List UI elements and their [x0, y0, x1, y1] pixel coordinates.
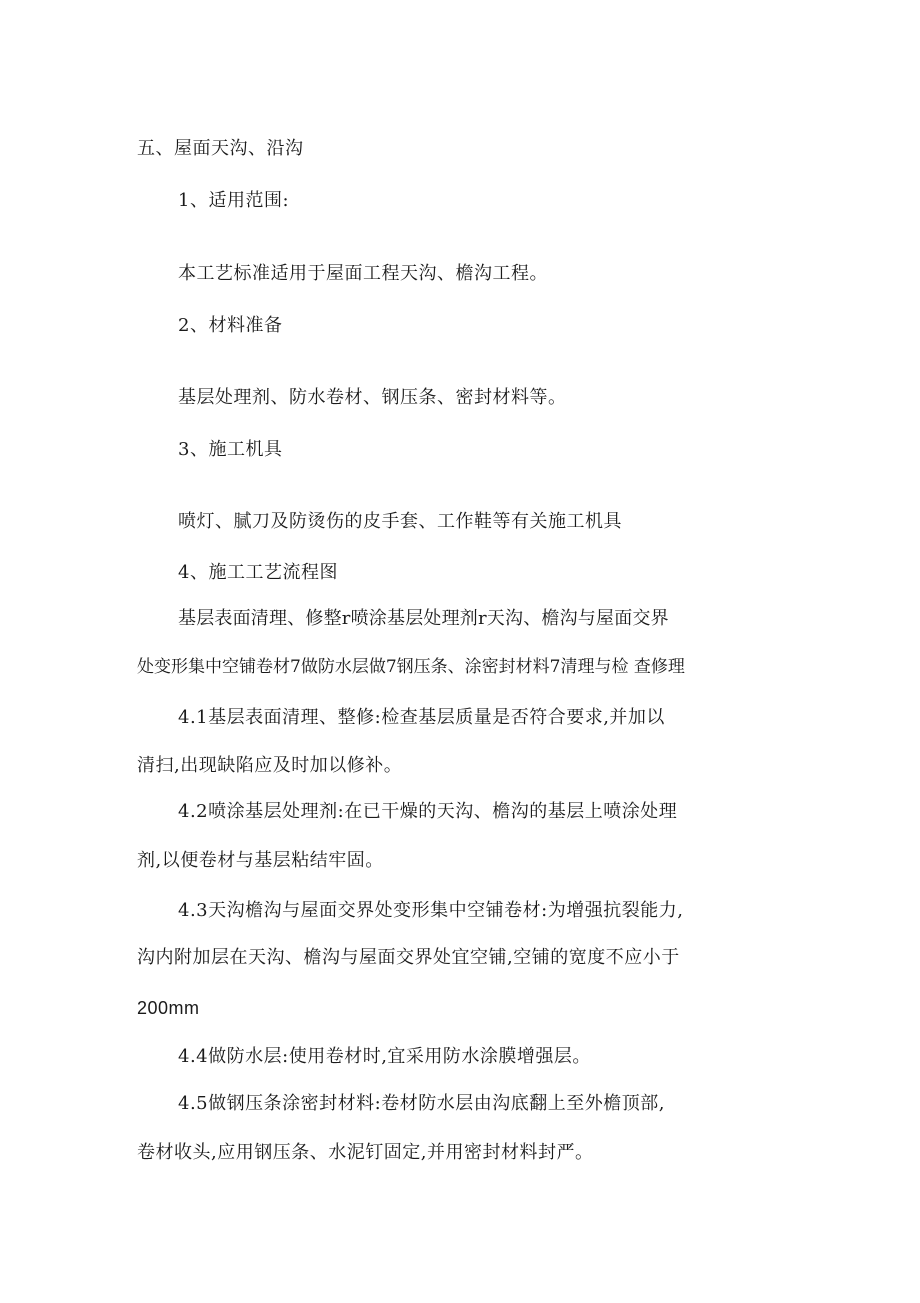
p41-line-2: 清扫,出现缺陷应及时加以修补。: [137, 755, 403, 776]
s1-text: 本工艺标准适用于屋面工程天沟、檐沟工程。: [178, 263, 548, 284]
s2-heading: 2、材料准备: [178, 315, 283, 336]
s3-heading: 3、施工机具: [178, 439, 283, 460]
s3-text: 喷灯、腻刀及防烫伤的皮手套、工作鞋等有关施工机具: [178, 511, 622, 532]
p45-line-1: 4.5做钢压条涂密封材料:卷材防水层由沟底翻上至外檐顶部,: [178, 1093, 665, 1114]
p43-line-2: 沟内附加层在天沟、檐沟与屋面交界处宜空铺,空铺的宽度不应小于: [137, 947, 680, 968]
flow-line-2: 处变形集中空铺卷材7做防水层做7钢压条、涂密封材料7清理与检 查修理: [137, 657, 685, 677]
flow-line-1: 基层表面清理、修整r喷涂基层处理剂r天沟、檐沟与屋面交界: [178, 608, 669, 629]
s1-heading: 1、适用范围:: [178, 190, 290, 211]
p45-line-2: 卷材收头,应用钢压条、水泥钉固定,并用密封材料封严。: [137, 1142, 594, 1163]
p44-line-1: 4.4做防水层:使用卷材时,宜采用防水涂膜增强层。: [178, 1046, 591, 1067]
p42-line-2: 剂,以便卷材与基层粘结牢固。: [137, 850, 384, 871]
s2-text: 基层处理剂、防水卷材、钢压条、密封材料等。: [178, 387, 567, 408]
p43-line-1: 4.3天沟檐沟与屋面交界处变形集中空铺卷材:为增强抗裂能力,: [178, 900, 684, 921]
p41-line-1: 4.1基层表面清理、整修:检查基层质量是否符合要求,并加以: [178, 707, 665, 728]
s4-heading: 4、施工工艺流程图: [178, 562, 338, 583]
section-title: 五、屋面天沟、沿沟: [137, 138, 304, 159]
p43-line-3: 200mm: [137, 998, 200, 1018]
p42-line-1: 4.2喷涂基层处理剂:在已干燥的天沟、檐沟的基层上喷涂处理: [178, 801, 678, 822]
